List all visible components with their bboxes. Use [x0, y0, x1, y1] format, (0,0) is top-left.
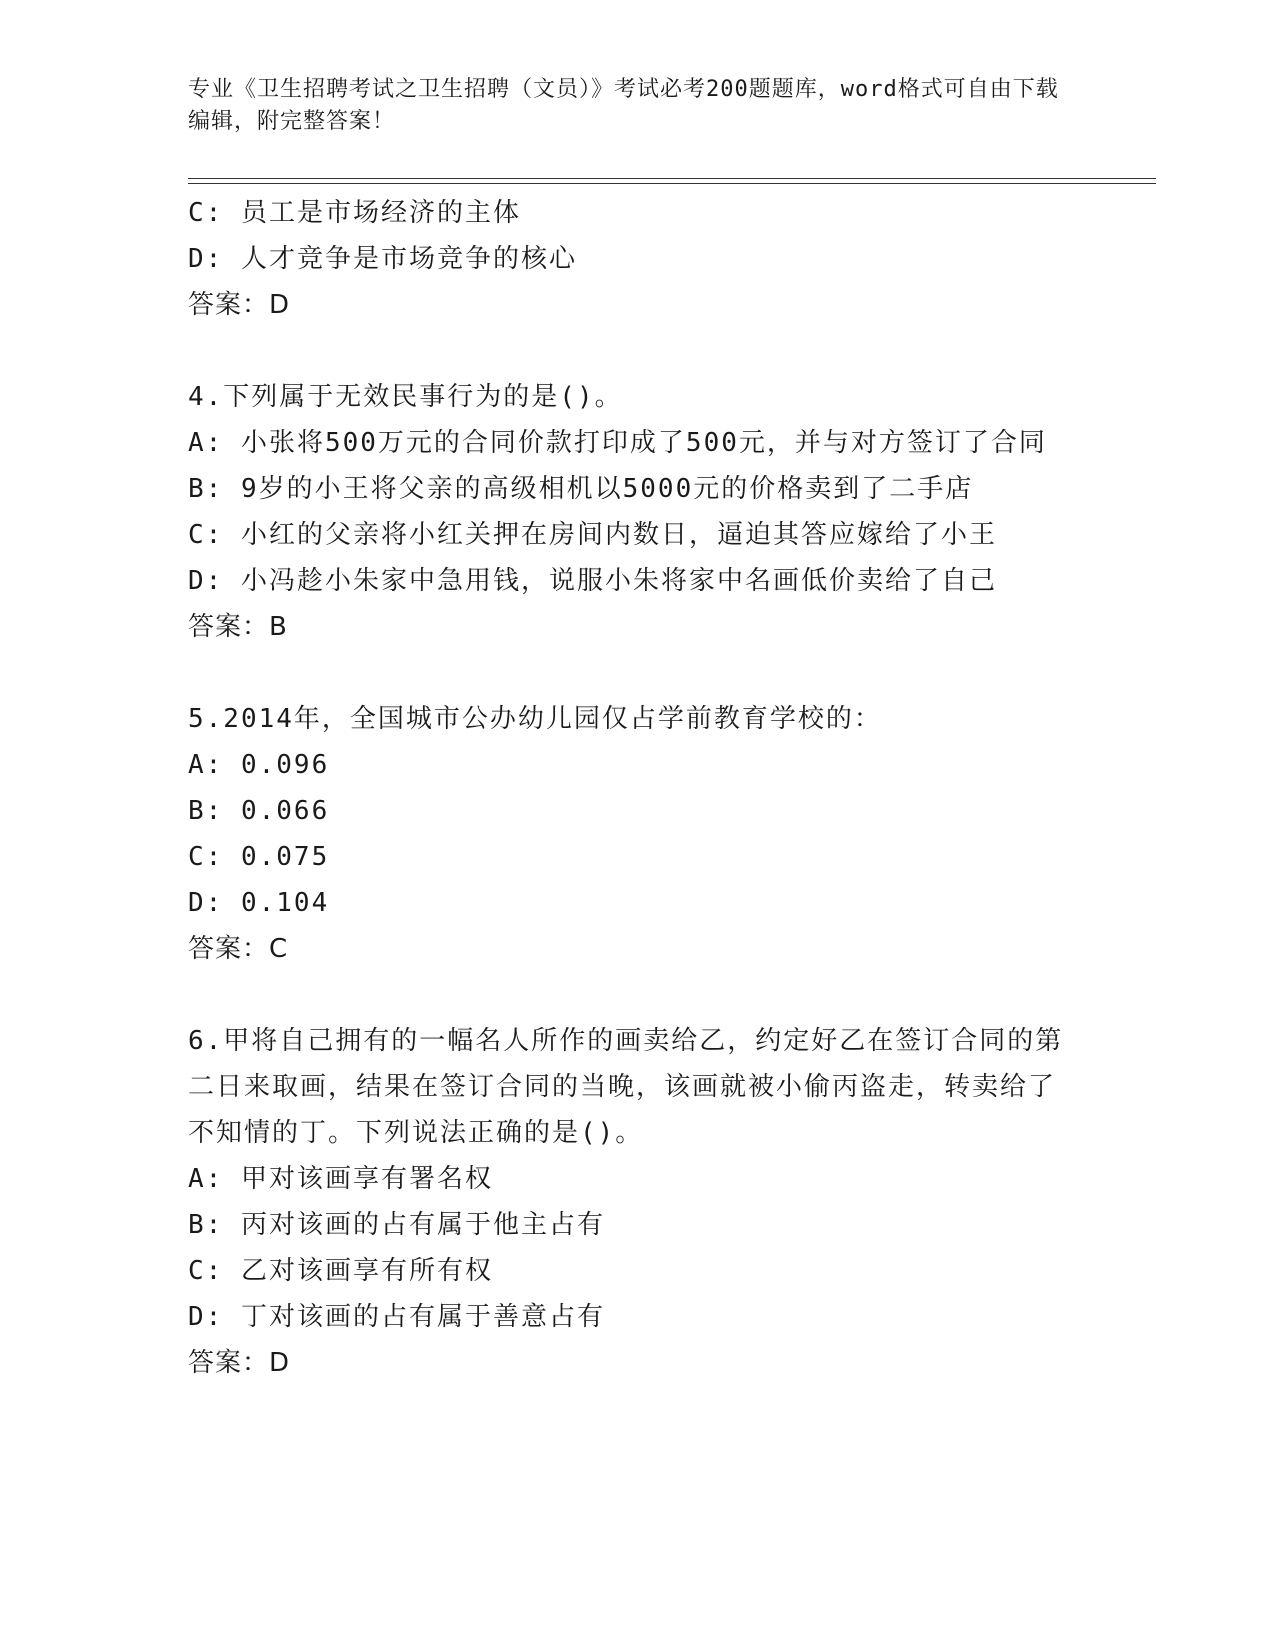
option-c: C: 小红的父亲将小红关押在房间内数日，逼迫其答应嫁给了小王: [188, 520, 997, 550]
answer-line: 答案：B: [188, 612, 288, 642]
header-divider-bottom: [188, 183, 1156, 184]
question-stem: 4.下列属于无效民事行为的是()。: [188, 382, 623, 412]
document-header-title: 专业《卫生招聘考试之卫生招聘（文员）》考试必考200题题库，word格式可自由下载编辑，附完整答案！: [188, 77, 1059, 134]
option-a: A: 0.096: [188, 750, 330, 780]
option-a: A: 甲对该画享有署名权: [188, 1164, 493, 1194]
answer-line: 答案：D: [188, 1348, 291, 1378]
option-c: C: 乙对该画享有所有权: [188, 1256, 493, 1286]
answer-line: 答案：C: [188, 934, 289, 964]
spacer: [188, 328, 1148, 374]
option-c: C: 员工是市场经济的主体: [188, 198, 521, 228]
option-c: C: 0.075: [188, 842, 330, 872]
spacer: [188, 650, 1148, 696]
option-d: D: 小冯趁小朱家中急用钱，说服小朱将家中名画低价卖给了自己: [188, 566, 997, 596]
option-d: D: 人才竞争是市场竞争的核心: [188, 244, 577, 274]
answer-line: 答案：D: [188, 290, 291, 320]
option-b: B: 9岁的小王将父亲的高级相机以5000元的价格卖到了二手店: [188, 474, 974, 504]
option-d: D: 0.104: [188, 888, 330, 918]
option-d: D: 丁对该画的占有属于善意占有: [188, 1302, 605, 1332]
question-list: [188, 190, 1148, 1386]
spacer: [188, 972, 1148, 1018]
option-b: B: 丙对该画的占有属于他主占有: [188, 1210, 605, 1240]
option-b: B: 0.066: [188, 796, 330, 826]
question-stem: 5.2014年，全国城市公办幼儿园仅占学前教育学校的：: [188, 704, 882, 734]
header-divider-top: [188, 178, 1156, 179]
option-a: A: 小张将500万元的合同价款打印成了500元，并与对方签订了合同: [188, 428, 1047, 458]
question-stem: 6.甲将自己拥有的一幅名人所作的画卖给乙，约定好乙在签订合同的第二日来取画，结果在签订合同的当晚，该画就被小偷丙盗走，转卖给了不知情的丁。下列说法正确的是()。: [188, 1026, 1064, 1148]
